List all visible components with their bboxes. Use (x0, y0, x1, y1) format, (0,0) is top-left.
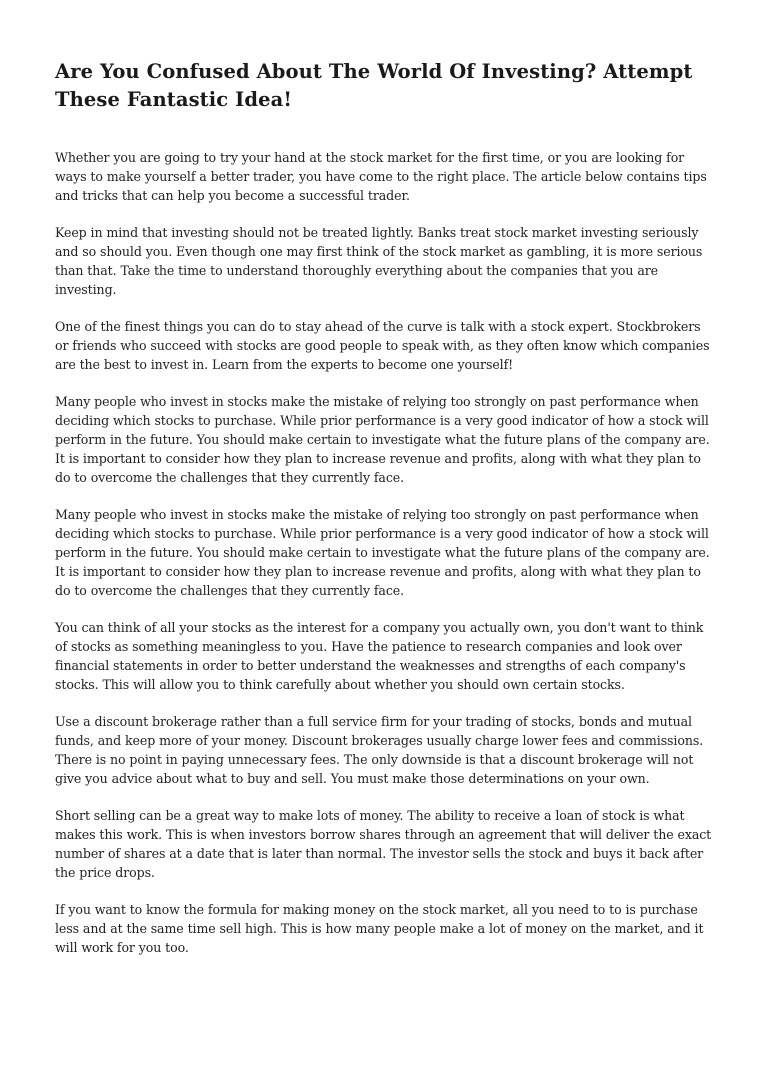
paragraph-past-performance-repeat: Many people who invest in stocks make the mistake of relying too strongly on past performance when deciding which stocks to purchase. While prior performance is a very good indicator of how a stock will perform in the future. You should make certain to investigate what the future plans of the company are. It is important to consider how they plan to increase revenue and profits, along with what they plan to do to overcome the challenges that they currently face. (55, 507, 710, 598)
paragraph-formula: If you want to know the formula for making money on the stock market, all you need to to is purchase less and at the same time sell high. This is how many people make a lot of money on the market, and it will work for you too. (55, 902, 704, 955)
paragraph-intro: Whether you are going to try your hand at the stock market for the first time, or you are looking for ways to make yourself a better trader, you have come to the right place. The article below contains tips and tricks that can help you become a successful trader. (55, 150, 707, 203)
paragraph-company-ownership: You can think of all your stocks as the interest for a company you actually own, you don't want to think of stocks as something meaningless to you. Have the patience to research companies and look over financial statements in order to better understand the weaknesses and strengths of each company's stocks. This will allow you to think carefully about whether you should own certain stocks. (55, 620, 704, 692)
paragraph-stock-expert: One of the finest things you can do to stay ahead of the curve is talk with a stock expert. Stockbrokers or friends who succeed with stocks are good people to speak with, as they often know which companies are the best to invest in. Learn from the experts to become one yourself! (55, 319, 710, 372)
paragraph-short-selling: Short selling can be a great way to make lots of money. The ability to receive a loan of stock is what makes this work. This is when investors borrow shares through an agreement that will deliver the exact number of shares at a date that is later than normal. The investor sells the stock and buys it back after the price drops. (55, 808, 712, 880)
paragraph-discount-brokerage: Use a discount brokerage rather than a full service firm for your trading of stocks, bonds and mutual funds, and keep more of your money. Discount brokerages usually charge lower fees and commissions. There is no point in paying unnecessary fees. The only downside is that a discount brokerage will not give you advice about what to buy and sell. You must make those determinations on your own. (55, 714, 704, 786)
paragraph-past-performance: Many people who invest in stocks make the mistake of relying too strongly on past performance when deciding which stocks to purchase. While prior performance is a very good indicator of how a stock will perform in the future. You should make certain to investigate what the future plans of the company are. It is important to consider how they plan to increase revenue and profits, along with what they plan to do to overcome the challenges that they currently face. (55, 394, 710, 485)
document-title: Are You Confused About The World Of Investing? Attempt These Fantastic Idea! (55, 60, 693, 111)
document-page (55, 58, 717, 975)
paragraph-investing-seriously: Keep in mind that investing should not be treated lightly. Banks treat stock market investing seriously and so should you. Even though one may first think of the stock market as gambling, it is more serious than that. Take the time to understand thoroughly everything about the companies that you are investing. (55, 225, 703, 297)
